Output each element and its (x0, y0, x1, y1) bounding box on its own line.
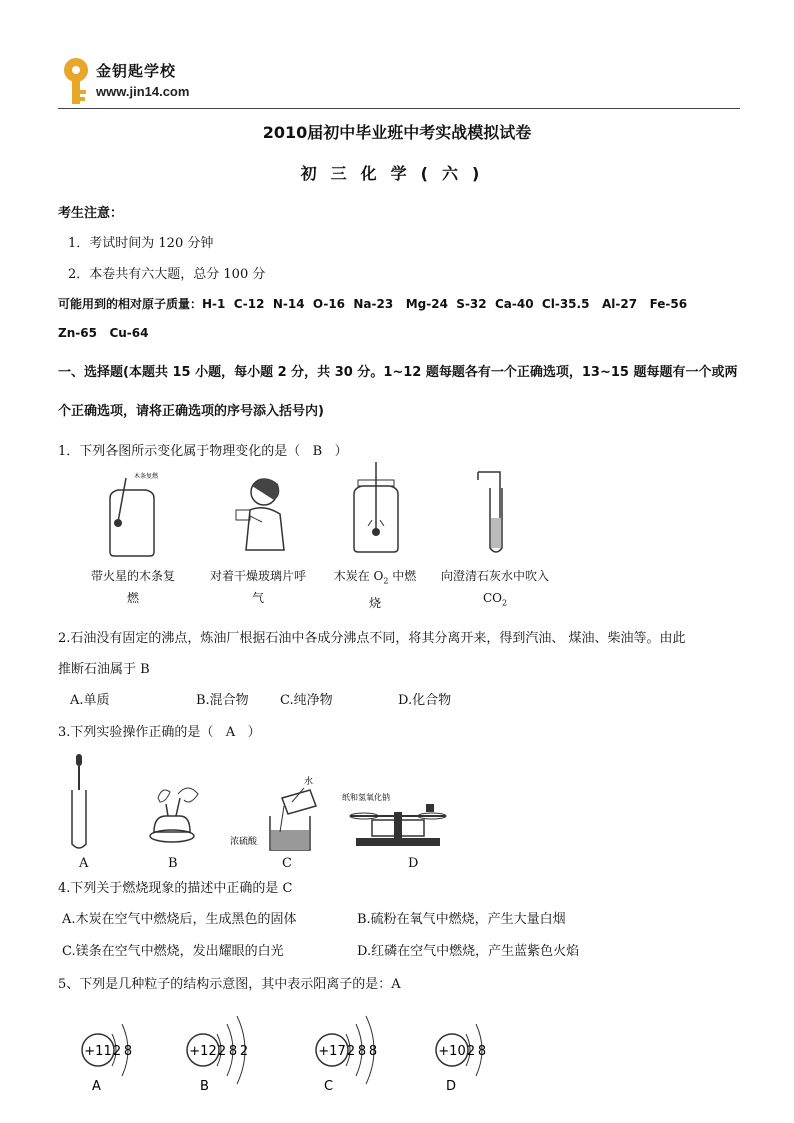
q2-option-c: C.纯净物 (280, 693, 333, 708)
q4-option-d: D.红磷在空气中燃烧，产生蓝紫色火焰 (357, 944, 580, 959)
q3-figure-d-balance (342, 790, 454, 852)
q1-figure-girl-breathing (228, 470, 298, 558)
atomic-mass-line-1: 可能用到的相对原子质量：H-1 C-12 N-14 O-16 Na-23 Mg-24 S-32 Ca-40 Cl-35.5 Al-27 Fe-56 (58, 297, 688, 311)
q3-stem: 3.下列实验操作正确的是（ A ） (58, 725, 261, 740)
q3-acid-label: 浓硫酸 (230, 837, 258, 847)
atom-a-label: A (92, 1079, 101, 1094)
atom-b-nucleus: +12 (189, 1044, 217, 1059)
atom-d-label: D (446, 1079, 457, 1094)
section1-line-2: 个正确选项，请将正确选项的序号添入括号内) (58, 404, 324, 419)
page-subtitle: 初三化学(六) (300, 164, 494, 183)
key-logo-icon (56, 56, 96, 106)
atom-c-shell-2: 8 (357, 1044, 367, 1059)
page-title: 2010届初中毕业班中考实战模拟试卷 (262, 123, 532, 142)
atom-b-shell-3: 2 (239, 1044, 249, 1059)
atom-d-nucleus: +10 (438, 1044, 466, 1059)
q2-option-b: B.混合物 (196, 693, 249, 708)
q3-water-label: 水 (304, 777, 314, 787)
atom-b-shell-2: 8 (228, 1044, 238, 1059)
q4-option-a: A.木炭在空气中燃烧后，生成黑色的固体 (62, 912, 297, 927)
atom-b-label: B (200, 1079, 209, 1094)
q3-label-a: A (79, 856, 89, 871)
q4-option-b: B.硫粉在氧气中燃烧，产生大量白烟 (357, 912, 566, 927)
atomic-mass-line-2: Zn-65 Cu-64 (58, 326, 149, 340)
q1-img1-label: 木条复燃 (134, 473, 159, 480)
atom-structure-b (187, 1016, 248, 1094)
q3-figure-c-dilution (230, 772, 330, 852)
atom-c-nucleus: +17 (318, 1044, 346, 1059)
section1-line-1: 一、选择题(本题共 15 小题，每小题 2 分，共 30 分。1~12 题每题各有一个正确选项，13~15 题每题有一个或两 (58, 365, 738, 380)
q1-figure-bottle-splint (98, 468, 168, 558)
q2-option-a: A.单质 (70, 693, 110, 708)
notice-item-2: 2．本卷共有六大题，总分 100 分 (68, 267, 266, 282)
atom-structure-d (436, 1024, 486, 1094)
atom-c-shell-1: 2 (346, 1044, 356, 1059)
logo-url: www.jin14.com (96, 84, 190, 99)
header-divider (58, 108, 740, 109)
q3-figure-b-lamp (140, 776, 210, 852)
atom-c-label: C (324, 1079, 334, 1094)
q1-stem: 1．下列各图所示变化属于物理变化的是（ B ） (58, 444, 348, 459)
q5-stem: 5、下列是几种粒子的结构示意图，其中表示阳离子的是：A (58, 977, 401, 992)
q5-atom-diagrams (70, 1000, 750, 1100)
atom-a-nucleus: +11 (84, 1044, 112, 1059)
atom-a-shell-2: 8 (123, 1044, 133, 1059)
atom-c-shell-3: 8 (368, 1044, 378, 1059)
q3-figure-a-dropper (62, 752, 102, 852)
q1-caption-1: 带火星的木条复 燃 (90, 569, 175, 605)
q4-stem: 4.下列关于燃烧现象的描述中正确的是 C (58, 881, 293, 896)
atom-structure-c (316, 1016, 377, 1094)
q3-label-d: D (408, 856, 419, 871)
atom-structure-a (82, 1024, 132, 1094)
q3-label-b: B (168, 856, 178, 871)
q1-caption-4: 向澄清石灰水中吹入 $CO_2$ (440, 569, 549, 608)
atom-d-shell-2: 8 (477, 1044, 487, 1059)
q2-stem-line-2: 推断石油属于 B (58, 662, 150, 677)
q1-figure-charcoal-burning (346, 460, 406, 560)
atom-a-shell-1: 2 (112, 1044, 122, 1059)
q1-figure-limewater-tube (470, 468, 520, 558)
notice-item-1: 1．考试时间为 120 分钟 (68, 236, 214, 251)
notice-heading: 考生注意： (58, 206, 124, 221)
q3-label-c: C (282, 856, 292, 871)
q2-option-d: D.化合物 (398, 693, 452, 708)
atom-d-shell-1: 2 (466, 1044, 476, 1059)
q2-stem-line-1: 2.石油没有固定的沸点，炼油厂根据石油中各成分沸点不同，将其分离开来，得到汽油、 煤油、柴油等。由此 (58, 631, 686, 646)
q4-option-c: C.镁条在空气中燃烧，发出耀眼的白光 (62, 944, 284, 959)
atom-b-shell-1: 2 (217, 1044, 227, 1059)
q1-caption-3: 木炭在 $O_2$ 中燃 烧 (333, 569, 417, 611)
logo-text: 金钥匙学校 (96, 62, 177, 80)
q3-naoh-label: 纸和氢氧化钠 (342, 793, 390, 802)
q1-caption-2: 对着干燥玻璃片呼 气 (209, 569, 306, 605)
